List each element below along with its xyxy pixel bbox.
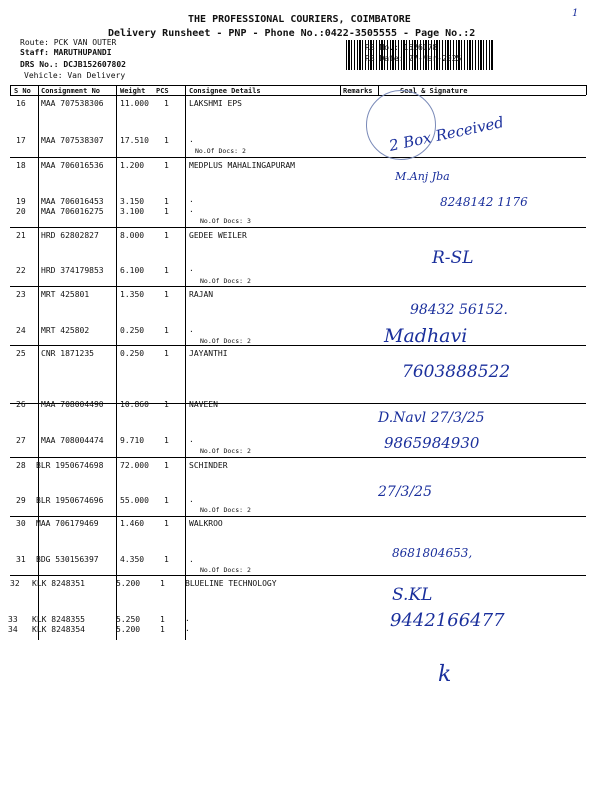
row-sno: 28	[16, 461, 26, 470]
row-pcs: 1	[164, 555, 169, 564]
row-pcs: 1	[164, 519, 169, 528]
row-consignment: MRT 425802	[41, 326, 90, 335]
row-pcs: 1	[164, 496, 169, 505]
row-pcs: 1	[160, 579, 165, 588]
docs-count: No.Of Docs: 2	[200, 566, 251, 574]
row-sno: 33	[8, 615, 18, 624]
row-pcs: 1	[164, 161, 169, 170]
handwritten-name: M.Anj Jba	[395, 170, 450, 183]
rs-number: RS No.: 1526078	[365, 43, 438, 52]
consignee-name: RAJAN	[189, 290, 214, 299]
consignee-name: SCHINDER	[189, 461, 228, 470]
table-header-bottom	[10, 95, 586, 96]
rs-date: RS Date: 27-Mar-2025	[365, 54, 462, 63]
row-weight: 3.100	[120, 207, 145, 216]
handwritten-signature: 27/3/25	[378, 484, 432, 500]
dot-marker: .	[189, 495, 194, 504]
dot-marker: .	[189, 325, 194, 334]
row-weight: 3.150	[120, 197, 145, 206]
col-header-sno: S No	[14, 87, 31, 95]
row-pcs: 1	[164, 326, 169, 335]
row-weight: 5.250	[116, 615, 141, 624]
company-title: THE PROFESSIONAL COURIERS, COIMBATORE	[188, 14, 411, 25]
handwritten-phone: 9865984930	[384, 434, 480, 452]
row-consignment: MAA 708004490	[41, 400, 104, 409]
consignee-name: MEDPLUS MAHALINGAPURAM	[189, 161, 295, 170]
docs-count: No.Of Docs: 2	[200, 506, 251, 514]
row-sno: 16	[16, 99, 26, 108]
row-weight: 17.510	[120, 136, 149, 145]
row-sno: 25	[16, 349, 26, 358]
row-sno: 30	[16, 519, 26, 528]
row-weight: 1.460	[120, 519, 145, 528]
col-header-consignment: Consignment No	[41, 87, 101, 95]
consignee-name: NAVEEN	[189, 400, 218, 409]
row-consignment: MAA 707538306	[41, 99, 104, 108]
docs-count: No.Of Docs: 2	[200, 277, 251, 285]
consignee-name: GEDEE WEILER	[189, 231, 247, 240]
col-divider	[586, 85, 587, 95]
row-weight: 4.350	[120, 555, 145, 564]
row-consignment: HRD 374179853	[41, 266, 104, 275]
row-consignment: KLK 8248351	[32, 579, 85, 588]
handwritten-name: S.KL	[392, 585, 433, 605]
row-sno: 32	[10, 579, 20, 588]
col-header-consignee: Consignee Details	[189, 87, 261, 95]
row-consignment: HRD 62802827	[41, 231, 99, 240]
row-sno: 31	[16, 555, 26, 564]
row-pcs: 1	[164, 136, 169, 145]
row-pcs: 1	[164, 461, 169, 470]
group-separator	[10, 516, 586, 517]
row-pcs: 1	[164, 349, 169, 358]
row-sno: 26	[16, 400, 26, 409]
row-sno: 22	[16, 266, 26, 275]
top-right-mark: 1	[572, 8, 579, 19]
row-weight: 5.200	[116, 625, 141, 634]
col-header-pcs: PCS	[156, 87, 169, 95]
row-sno: 17	[16, 136, 26, 145]
row-weight: 72.000	[120, 461, 149, 470]
row-weight: 10.860	[120, 400, 149, 409]
row-pcs: 1	[164, 197, 169, 206]
col-header-seal: Seal & Signature	[400, 87, 468, 95]
dot-marker: .	[189, 205, 194, 214]
row-pcs: 1	[160, 625, 165, 634]
row-weight: 0.250	[120, 349, 145, 358]
row-pcs: 1	[164, 290, 169, 299]
vehicle-label: Vehicle: Van Delivery	[24, 71, 126, 80]
group-separator	[10, 575, 586, 576]
row-pcs: 1	[164, 99, 169, 108]
row-consignment: CNR 1871235	[41, 349, 94, 358]
row-weight: 1.200	[120, 161, 145, 170]
row-weight: 8.000	[120, 231, 145, 240]
handwritten-phone: 8248142 1176	[440, 195, 528, 209]
handwritten-name: Madhavi	[384, 325, 468, 347]
row-sno: 34	[8, 625, 18, 634]
row-sno: 24	[16, 326, 26, 335]
row-sno: 23	[16, 290, 26, 299]
row-consignment: KLK 8248355	[32, 615, 85, 624]
row-sno: 29	[16, 496, 26, 505]
row-consignment: MAA 706179469	[36, 519, 99, 528]
docs-count: No.Of Docs: 3	[200, 217, 251, 225]
staff-label: Staff: MARUTHUPANDI	[20, 48, 112, 57]
col-header-remarks: Remarks	[343, 87, 373, 95]
row-sno: 18	[16, 161, 26, 170]
row-weight: 55.000	[120, 496, 149, 505]
row-pcs: 1	[160, 615, 165, 624]
row-consignment: MRT 425801	[41, 290, 90, 299]
group-separator	[10, 157, 586, 158]
row-sno: 21	[16, 231, 26, 240]
dot-marker: .	[189, 264, 194, 273]
row-weight: 9.710	[120, 436, 145, 445]
dot-marker: .	[185, 614, 190, 623]
handwritten-signature: R-SL	[432, 248, 474, 268]
row-sno: 20	[16, 207, 26, 216]
dot-marker: .	[189, 135, 194, 144]
dot-marker: .	[189, 195, 194, 204]
row-pcs: 1	[164, 436, 169, 445]
group-separator	[10, 457, 586, 458]
docs-count: No.Of Docs: 2	[195, 147, 246, 155]
row-consignment: KLK 8248354	[32, 625, 85, 634]
row-consignment: MAA 708004474	[41, 436, 104, 445]
dot-marker: .	[185, 624, 190, 633]
handwritten-signature: D.Navl 27/3/25	[378, 410, 485, 426]
row-consignment: MAA 706016453	[41, 197, 104, 206]
row-pcs: 1	[164, 231, 169, 240]
col-divider	[116, 85, 117, 640]
row-consignment: BDG 530156397	[36, 555, 99, 564]
row-sno: 19	[16, 197, 26, 206]
route-label: Route: PCK VAN OUTER	[20, 38, 117, 47]
handwritten-received-note: 2 Box Received	[387, 113, 506, 155]
handwritten-phone: 8681804653,	[392, 546, 473, 560]
row-weight: 11.000	[120, 99, 149, 108]
row-weight: 1.350	[120, 290, 145, 299]
row-sno: 27	[16, 436, 26, 445]
docs-count: No.Of Docs: 2	[200, 337, 251, 345]
row-consignment: MAA 706016275	[41, 207, 104, 216]
dot-marker: .	[189, 555, 194, 564]
runsheet-subtitle: Delivery Runsheet - PNP - Phone No.:0422-3505555 - Page No.:2	[108, 28, 476, 39]
col-divider	[378, 85, 379, 95]
col-divider	[340, 85, 341, 95]
docs-count: No.Of Docs: 2	[200, 447, 251, 455]
col-header-weight: Weight	[120, 87, 146, 95]
consignee-name: BLUELINE TECHNOLOGY	[185, 579, 277, 588]
row-weight: 6.100	[120, 266, 145, 275]
row-weight: 0.250	[120, 326, 145, 335]
group-separator	[10, 286, 586, 287]
row-pcs: 1	[164, 266, 169, 275]
row-consignment: MAA 707538307	[41, 136, 104, 145]
row-consignment: MAA 706016536	[41, 161, 104, 170]
col-divider	[10, 85, 11, 95]
drs-number: DRS No.: DCJB152607802	[20, 60, 126, 69]
row-pcs: 1	[164, 207, 169, 216]
group-separator	[10, 345, 586, 346]
consignee-name: LAKSHMI EPS	[189, 99, 242, 108]
row-consignment: BLR 1950674696	[36, 496, 104, 505]
consignee-name: WALKROO	[189, 519, 223, 528]
dot-marker: .	[189, 435, 194, 444]
group-separator	[10, 227, 586, 228]
consignee-name: JAYANTHI	[189, 349, 228, 358]
row-weight: 5.200	[116, 579, 141, 588]
handwritten-phone: 9442166477	[390, 610, 505, 631]
row-pcs: 1	[164, 400, 169, 409]
handwritten-phone: 7603888522	[402, 362, 511, 382]
col-divider	[185, 85, 186, 640]
table-top-border	[10, 85, 586, 86]
handwritten-mark: k	[438, 662, 452, 687]
row-consignment: BLR 1950674698	[36, 461, 104, 470]
handwritten-phone: 98432 56152.	[410, 302, 508, 318]
